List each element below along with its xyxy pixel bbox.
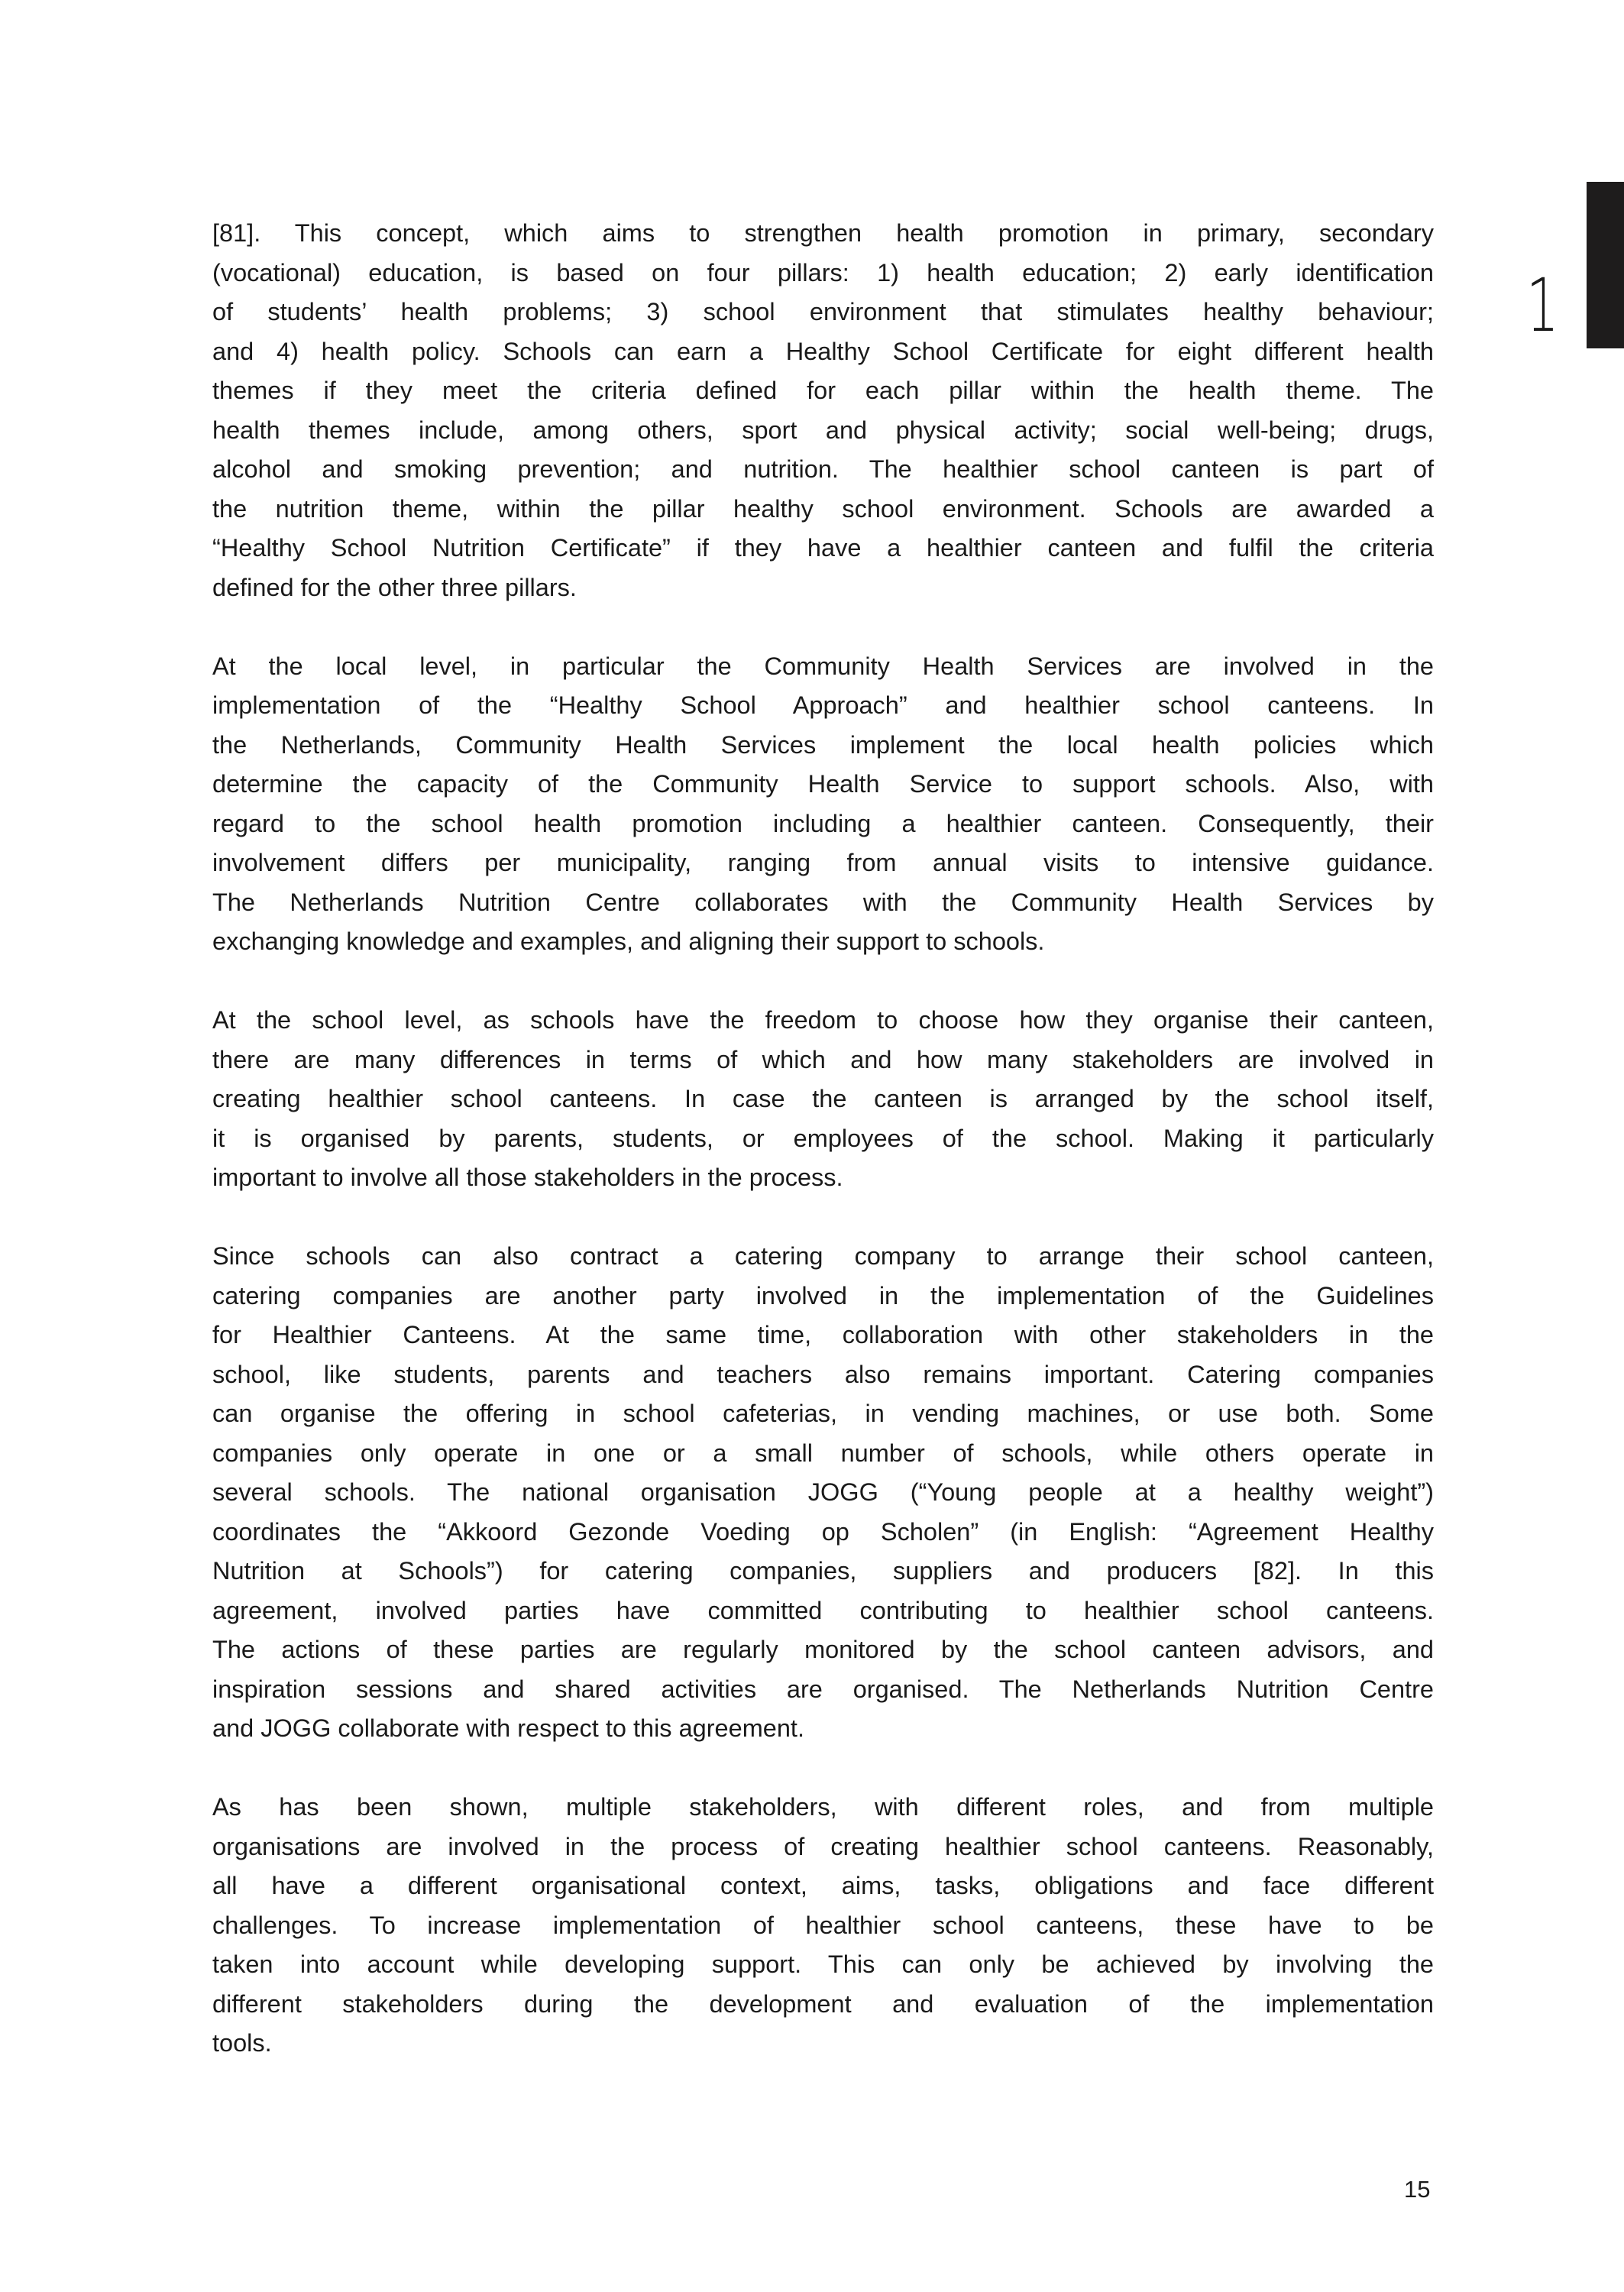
text-line: can organise the offering in school cafeterias, in vending machines, or use both. Some: [212, 1400, 1434, 1427]
text-line: exchanging knowledge and examples, and aligning their support to schools.: [212, 927, 1045, 955]
text-line: implementation of the “Healthy School Approach” and healthier school canteens. In: [212, 691, 1434, 719]
text-line: the Netherlands, Community Health Services implement the local health policies which: [212, 730, 1434, 759]
text-line: inspiration sessions and shared activities are organised. The Netherlands Nutrition Centre: [212, 1675, 1434, 1703]
page-number: 15: [1404, 2176, 1431, 2203]
text-line: (vocational) education, is based on four pillars: 1) health education; 2) early identification: [212, 258, 1434, 286]
text-line: As has been shown, multiple stakeholders, with different roles, and from multiple: [212, 1793, 1434, 1821]
text-line: taken into account while developing support. This can only be achieved by involving the: [212, 1950, 1434, 1978]
text-line: At the local level, in particular the Community Health Services are involved in the: [212, 652, 1434, 680]
paragraph: [212, 214, 1434, 607]
paragraph: [212, 1237, 1434, 1749]
text-line: different stakeholders during the development and evaluation of the implementation: [212, 1989, 1434, 2018]
text-line: organisations are involved in the process of creating healthier school canteens. Reasonably,: [212, 1832, 1434, 1860]
text-line: creating healthier school canteens. In case the canteen is arranged by the school itself,: [212, 1085, 1434, 1112]
text-line: agreement, involved parties have committed contributing to healthier school canteens.: [212, 1596, 1434, 1624]
text-line: coordinates the “Akkoord Gezonde Voeding op Scholen” (in English: “Agreement Healthy: [212, 1517, 1434, 1546]
text-line: the nutrition theme, within the pillar healthy school environment. Schools are awarded a: [212, 494, 1434, 523]
text-line: alcohol and smoking prevention; and nutrition. The healthier school canteen is part of: [212, 455, 1434, 483]
text-line: Since schools can also contract a catering company to arrange their school canteen,: [212, 1242, 1434, 1270]
text-line: The actions of these parties are regularly monitored by the school canteen advisors, and: [212, 1636, 1434, 1663]
text-line: At the school level, as schools have the freedom to choose how they organise their canteen,: [212, 1006, 1434, 1034]
text-line: and JOGG collaborate with respect to this agreement.: [212, 1714, 804, 1742]
text-line: The Netherlands Nutrition Centre collaborates with the Community Health Services by: [212, 888, 1434, 916]
text-line: there are many differences in terms of which and how many stakeholders are involved in: [212, 1045, 1434, 1073]
text-line: challenges. To increase implementation of healthier school canteens, these have to be: [212, 1911, 1434, 1939]
text-line: [81]. This concept, which aims to strengthen health promotion in primary, secondary: [212, 219, 1434, 247]
text-line: catering companies are another party involved in the implementation of the Guidelines: [212, 1281, 1434, 1309]
text-line: of students’ health problems; 3) school environment that stimulates healthy behaviour;: [212, 298, 1434, 325]
text-line: all have a different organisational context, aims, tasks, obligations and face different: [212, 1872, 1434, 1899]
text-line: themes if they meet the criteria defined for each pillar within the health theme. The: [212, 377, 1434, 404]
text-line: school, like students, parents and teachers also remains important. Catering companies: [212, 1360, 1434, 1388]
paragraph: [212, 647, 1434, 962]
text-line: companies only operate in one or a small number of schools, while others operate in: [212, 1439, 1434, 1467]
text-line: defined for the other three pillars.: [212, 573, 577, 601]
text-line: Nutrition at Schools”) for catering companies, suppliers and producers [82]. In this: [212, 1557, 1434, 1585]
paragraph: [212, 1788, 1434, 2064]
text-line: regard to the school health promotion including a healthier canteen. Consequently, their: [212, 809, 1434, 837]
text-line: determine the capacity of the Community Health Service to support schools. Also, with: [212, 770, 1434, 798]
paragraph: [212, 1001, 1434, 1198]
text-line: “Healthy School Nutrition Certificate” if they have a healthier canteen and fulfil the criteria: [212, 534, 1434, 562]
text-line: several schools. The national organisation JOGG (“Young people at a healthy weight”): [212, 1478, 1434, 1506]
text-line: involvement differs per municipality, ranging from annual visits to intensive guidance.: [212, 849, 1434, 876]
text-line: it is organised by parents, students, or employees of the school. Making it particularly: [212, 1124, 1434, 1152]
chapter-number: 1: [1526, 263, 1559, 348]
text-line: health themes include, among others, sport and physical activity; social well-being; drugs,: [212, 416, 1434, 444]
text-line: important to involve all those stakeholders in the process.: [212, 1164, 843, 1191]
text-line: tools.: [212, 2029, 272, 2057]
body-text: [212, 214, 1434, 2103]
text-line: and 4) health policy. Schools can earn a Healthy School Certificate for eight different health: [212, 337, 1434, 365]
text-line: for Healthier Canteens. At the same time, collaboration with other stakeholders in the: [212, 1321, 1434, 1348]
chapter-tab-marker: [1587, 182, 1624, 348]
